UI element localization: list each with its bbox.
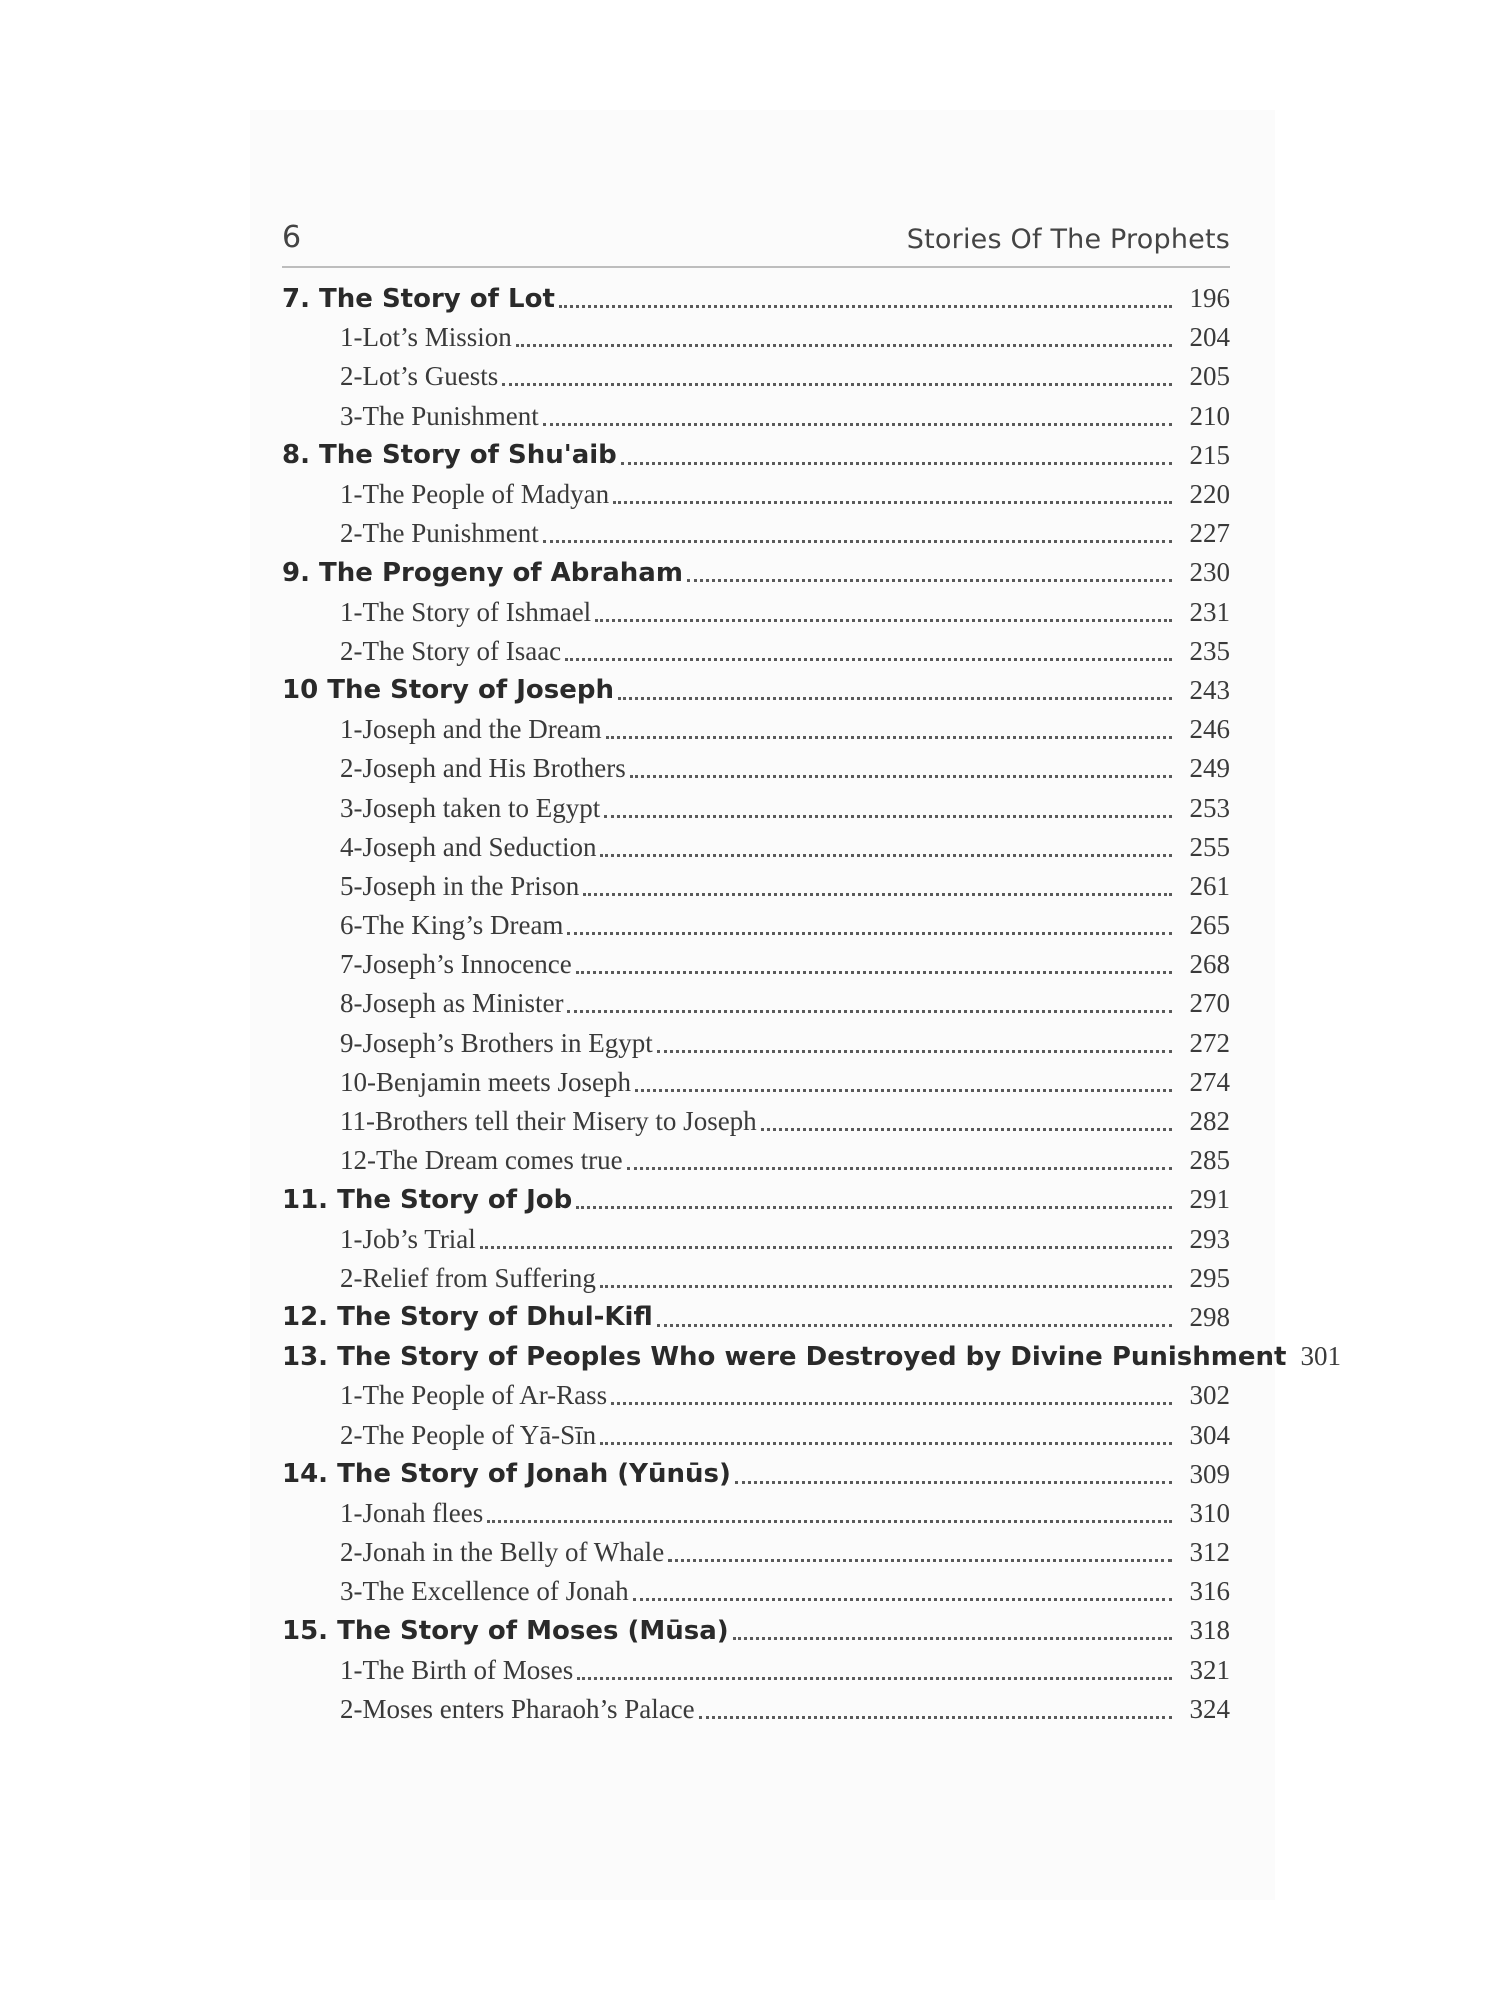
toc-entry-title: 2-Moses enters Pharaoh’s Palace bbox=[340, 1693, 695, 1724]
toc-section-entry bbox=[282, 1376, 1230, 1415]
toc-entry-title: 11. The Story of Job bbox=[282, 1184, 573, 1215]
toc-entry-title: 14. The Story of Jonah (Yūnūs) bbox=[282, 1459, 731, 1490]
toc-section-entry bbox=[282, 828, 1230, 867]
toc-entry-page-number: 231 bbox=[1189, 596, 1230, 627]
toc-entry-page-number: 282 bbox=[1189, 1106, 1230, 1137]
toc-section-entry bbox=[282, 945, 1230, 984]
toc-chapter-entry bbox=[282, 1455, 1230, 1494]
page-number: 6 bbox=[282, 220, 302, 255]
toc-entry-page-number: 265 bbox=[1189, 910, 1230, 941]
toc-chapter-entry bbox=[282, 436, 1230, 475]
toc-entry-page-number: 235 bbox=[1189, 635, 1230, 666]
dot-leader bbox=[630, 775, 1172, 778]
toc-entry-page-number: 321 bbox=[1189, 1654, 1230, 1685]
toc-section-entry bbox=[282, 867, 1230, 906]
dot-leader bbox=[635, 1089, 1172, 1092]
dot-leader bbox=[559, 305, 1172, 308]
toc-section-entry bbox=[282, 1259, 1230, 1298]
dot-leader bbox=[576, 971, 1172, 974]
toc-entry-page-number: 318 bbox=[1189, 1615, 1230, 1646]
toc-entry-page-number: 210 bbox=[1189, 400, 1230, 431]
toc-entry-title: 15. The Story of Moses (Mūsa) bbox=[282, 1615, 729, 1646]
toc-entry-page-number: 285 bbox=[1189, 1145, 1230, 1176]
dot-leader bbox=[621, 462, 1172, 465]
toc-entry-title: 2-Relief from Suffering bbox=[340, 1262, 596, 1293]
toc-entry-page-number: 204 bbox=[1189, 322, 1230, 353]
toc-section-entry bbox=[282, 1024, 1230, 1063]
toc-entry-title: 1-Job’s Trial bbox=[340, 1223, 476, 1254]
dot-leader bbox=[613, 501, 1172, 504]
dot-leader bbox=[668, 1559, 1172, 1562]
running-title: Stories Of The Prophets bbox=[906, 224, 1230, 255]
toc-entry-page-number: 304 bbox=[1189, 1419, 1230, 1450]
dot-leader bbox=[543, 423, 1172, 426]
toc-entry-title: 7. The Story of Lot bbox=[282, 283, 555, 314]
toc-section-entry bbox=[282, 357, 1230, 396]
toc-entry-title: 12. The Story of Dhul-Kifl bbox=[282, 1302, 653, 1333]
dot-leader bbox=[576, 1206, 1172, 1209]
dot-leader bbox=[502, 383, 1172, 386]
dot-leader bbox=[699, 1716, 1172, 1719]
toc-entry-title: 7-Joseph’s Innocence bbox=[340, 949, 572, 980]
toc-entry-page-number: 253 bbox=[1189, 792, 1230, 823]
dot-leader bbox=[627, 1167, 1172, 1170]
dot-leader bbox=[565, 658, 1172, 661]
dot-leader bbox=[487, 1520, 1172, 1523]
toc-entry-page-number: 309 bbox=[1189, 1458, 1230, 1489]
toc-section-entry bbox=[282, 984, 1230, 1023]
dot-leader bbox=[595, 619, 1172, 622]
dot-leader bbox=[567, 932, 1172, 935]
toc-section-entry bbox=[282, 749, 1230, 788]
toc-entry-page-number: 255 bbox=[1189, 831, 1230, 862]
dot-leader bbox=[687, 579, 1172, 582]
dot-leader bbox=[735, 1481, 1172, 1484]
toc-entry-title: 1-The People of Ar-Rass bbox=[340, 1380, 608, 1411]
dot-leader bbox=[633, 1598, 1172, 1601]
toc-chapter-entry bbox=[282, 671, 1230, 710]
toc-entry-page-number: 246 bbox=[1189, 714, 1230, 745]
toc-entry-title: 2-Joseph and His Brothers bbox=[340, 753, 626, 784]
toc-entry-page-number: 230 bbox=[1189, 557, 1230, 588]
toc-chapter-entry bbox=[282, 279, 1230, 318]
toc-section-entry bbox=[282, 1102, 1230, 1141]
toc-section-entry bbox=[282, 1494, 1230, 1533]
toc-entry-title: 10-Benjamin meets Joseph bbox=[340, 1066, 631, 1097]
toc-entry-title: 1-Joseph and the Dream bbox=[340, 714, 602, 745]
toc-entry-title: 9-Joseph’s Brothers in Egypt bbox=[340, 1027, 653, 1058]
toc-entry-title: 2-The People of Yā-Sīn bbox=[340, 1419, 597, 1450]
toc-entry-title: 2-Lot’s Guests bbox=[340, 361, 499, 392]
toc-section-entry bbox=[282, 906, 1230, 945]
dot-leader bbox=[600, 854, 1172, 857]
toc-section-entry bbox=[282, 475, 1230, 514]
dot-leader bbox=[618, 697, 1172, 700]
toc-entry-title: 3-The Excellence of Jonah bbox=[340, 1576, 629, 1607]
toc-entry-title: 1-Jonah flees bbox=[340, 1497, 484, 1528]
toc-entry-title: 2-The Punishment bbox=[340, 518, 539, 549]
toc-entry-page-number: 272 bbox=[1189, 1027, 1230, 1058]
toc-entry-page-number: 298 bbox=[1189, 1301, 1230, 1332]
page-header bbox=[282, 216, 1230, 268]
toc-entry-page-number: 301 bbox=[1300, 1341, 1341, 1372]
toc-entry-title: 2-Jonah in the Belly of Whale bbox=[340, 1537, 665, 1568]
dot-leader bbox=[733, 1637, 1172, 1640]
toc-entry-title: 1-The People of Madyan bbox=[340, 479, 610, 510]
toc-section-entry bbox=[282, 318, 1230, 357]
dot-leader bbox=[600, 1285, 1172, 1288]
toc-entry-title: 12-The Dream comes true bbox=[340, 1145, 623, 1176]
toc-entry-title: 5-Joseph in the Prison bbox=[340, 870, 580, 901]
dot-leader bbox=[761, 1128, 1172, 1131]
dot-leader bbox=[611, 1402, 1172, 1405]
toc-entry-title: 6-The King’s Dream bbox=[340, 910, 564, 941]
dot-leader bbox=[543, 540, 1172, 543]
dot-leader bbox=[600, 1442, 1172, 1445]
toc-section-entry bbox=[282, 397, 1230, 436]
toc-entry-title: 10 The Story of Joseph bbox=[282, 675, 614, 706]
dot-leader bbox=[583, 893, 1172, 896]
toc-entry-page-number: 205 bbox=[1189, 361, 1230, 392]
toc-section-entry bbox=[282, 1533, 1230, 1572]
toc-chapter-entry bbox=[282, 553, 1230, 592]
toc-entry-page-number: 291 bbox=[1189, 1184, 1230, 1215]
toc-entry-page-number: 220 bbox=[1189, 479, 1230, 510]
toc-section-entry bbox=[282, 1572, 1230, 1611]
dot-leader bbox=[480, 1246, 1172, 1249]
toc-section-entry bbox=[282, 1141, 1230, 1180]
toc-entry-title: 11-Brothers tell their Misery to Joseph bbox=[340, 1106, 757, 1137]
toc-chapter-entry bbox=[282, 1298, 1230, 1337]
dot-leader bbox=[567, 1010, 1172, 1013]
toc-section-entry bbox=[282, 593, 1230, 632]
toc-section-entry bbox=[282, 632, 1230, 671]
dot-leader bbox=[657, 1324, 1172, 1327]
toc-entry-page-number: 310 bbox=[1189, 1497, 1230, 1528]
dot-leader bbox=[657, 1050, 1172, 1053]
toc-entry-title: 2-The Story of Isaac bbox=[340, 635, 562, 666]
toc-section-entry bbox=[282, 788, 1230, 827]
toc-entry-page-number: 196 bbox=[1189, 283, 1230, 314]
toc-entry-page-number: 302 bbox=[1189, 1380, 1230, 1411]
toc-entry-page-number: 261 bbox=[1189, 870, 1230, 901]
toc-entry-title: 13. The Story of Peoples Who were Destroyed by Divine Punishment bbox=[282, 1341, 1287, 1372]
toc-entry-page-number: 270 bbox=[1189, 988, 1230, 1019]
dot-leader bbox=[606, 736, 1172, 739]
toc-entry-title: 1-Lot’s Mission bbox=[340, 322, 512, 353]
toc-entry-page-number: 274 bbox=[1189, 1066, 1230, 1097]
toc-entry-title: 1-The Birth of Moses bbox=[340, 1654, 574, 1685]
toc-entry-page-number: 316 bbox=[1189, 1576, 1230, 1607]
toc-entry-page-number: 268 bbox=[1189, 949, 1230, 980]
toc-chapter-entry bbox=[282, 1180, 1230, 1219]
toc-entry-page-number: 295 bbox=[1189, 1262, 1230, 1293]
toc-section-entry bbox=[282, 1690, 1230, 1729]
toc-section-entry bbox=[282, 1651, 1230, 1690]
toc-entry-page-number: 249 bbox=[1189, 753, 1230, 784]
toc-entry-title: 3-Joseph taken to Egypt bbox=[340, 792, 601, 823]
toc-chapter-entry bbox=[282, 1337, 1341, 1376]
toc-chapter-entry bbox=[282, 1611, 1230, 1650]
toc-section-entry bbox=[282, 710, 1230, 749]
toc-entry-title: 1-The Story of Ishmael bbox=[340, 596, 592, 627]
toc-entry-title: 8. The Story of Shu'aib bbox=[282, 440, 617, 471]
toc-entry-title: 9. The Progeny of Abraham bbox=[282, 557, 683, 588]
toc-entry-page-number: 227 bbox=[1189, 518, 1230, 549]
toc-section-entry bbox=[282, 514, 1230, 553]
toc-entry-page-number: 215 bbox=[1189, 439, 1230, 470]
dot-leader bbox=[604, 815, 1172, 818]
dot-leader bbox=[516, 344, 1172, 347]
toc-section-entry bbox=[282, 1063, 1230, 1102]
toc-entry-page-number: 293 bbox=[1189, 1223, 1230, 1254]
toc-entry-page-number: 312 bbox=[1189, 1537, 1230, 1568]
toc-entry-title: 8-Joseph as Minister bbox=[340, 988, 564, 1019]
dot-leader bbox=[577, 1677, 1172, 1680]
toc-entry-page-number: 243 bbox=[1189, 674, 1230, 705]
toc-entry-title: 3-The Punishment bbox=[340, 400, 539, 431]
toc-section-entry bbox=[282, 1415, 1230, 1454]
table-of-contents bbox=[282, 279, 1341, 1729]
toc-section-entry bbox=[282, 1220, 1230, 1259]
toc-entry-page-number: 324 bbox=[1189, 1693, 1230, 1724]
toc-entry-title: 4-Joseph and Seduction bbox=[340, 831, 597, 862]
